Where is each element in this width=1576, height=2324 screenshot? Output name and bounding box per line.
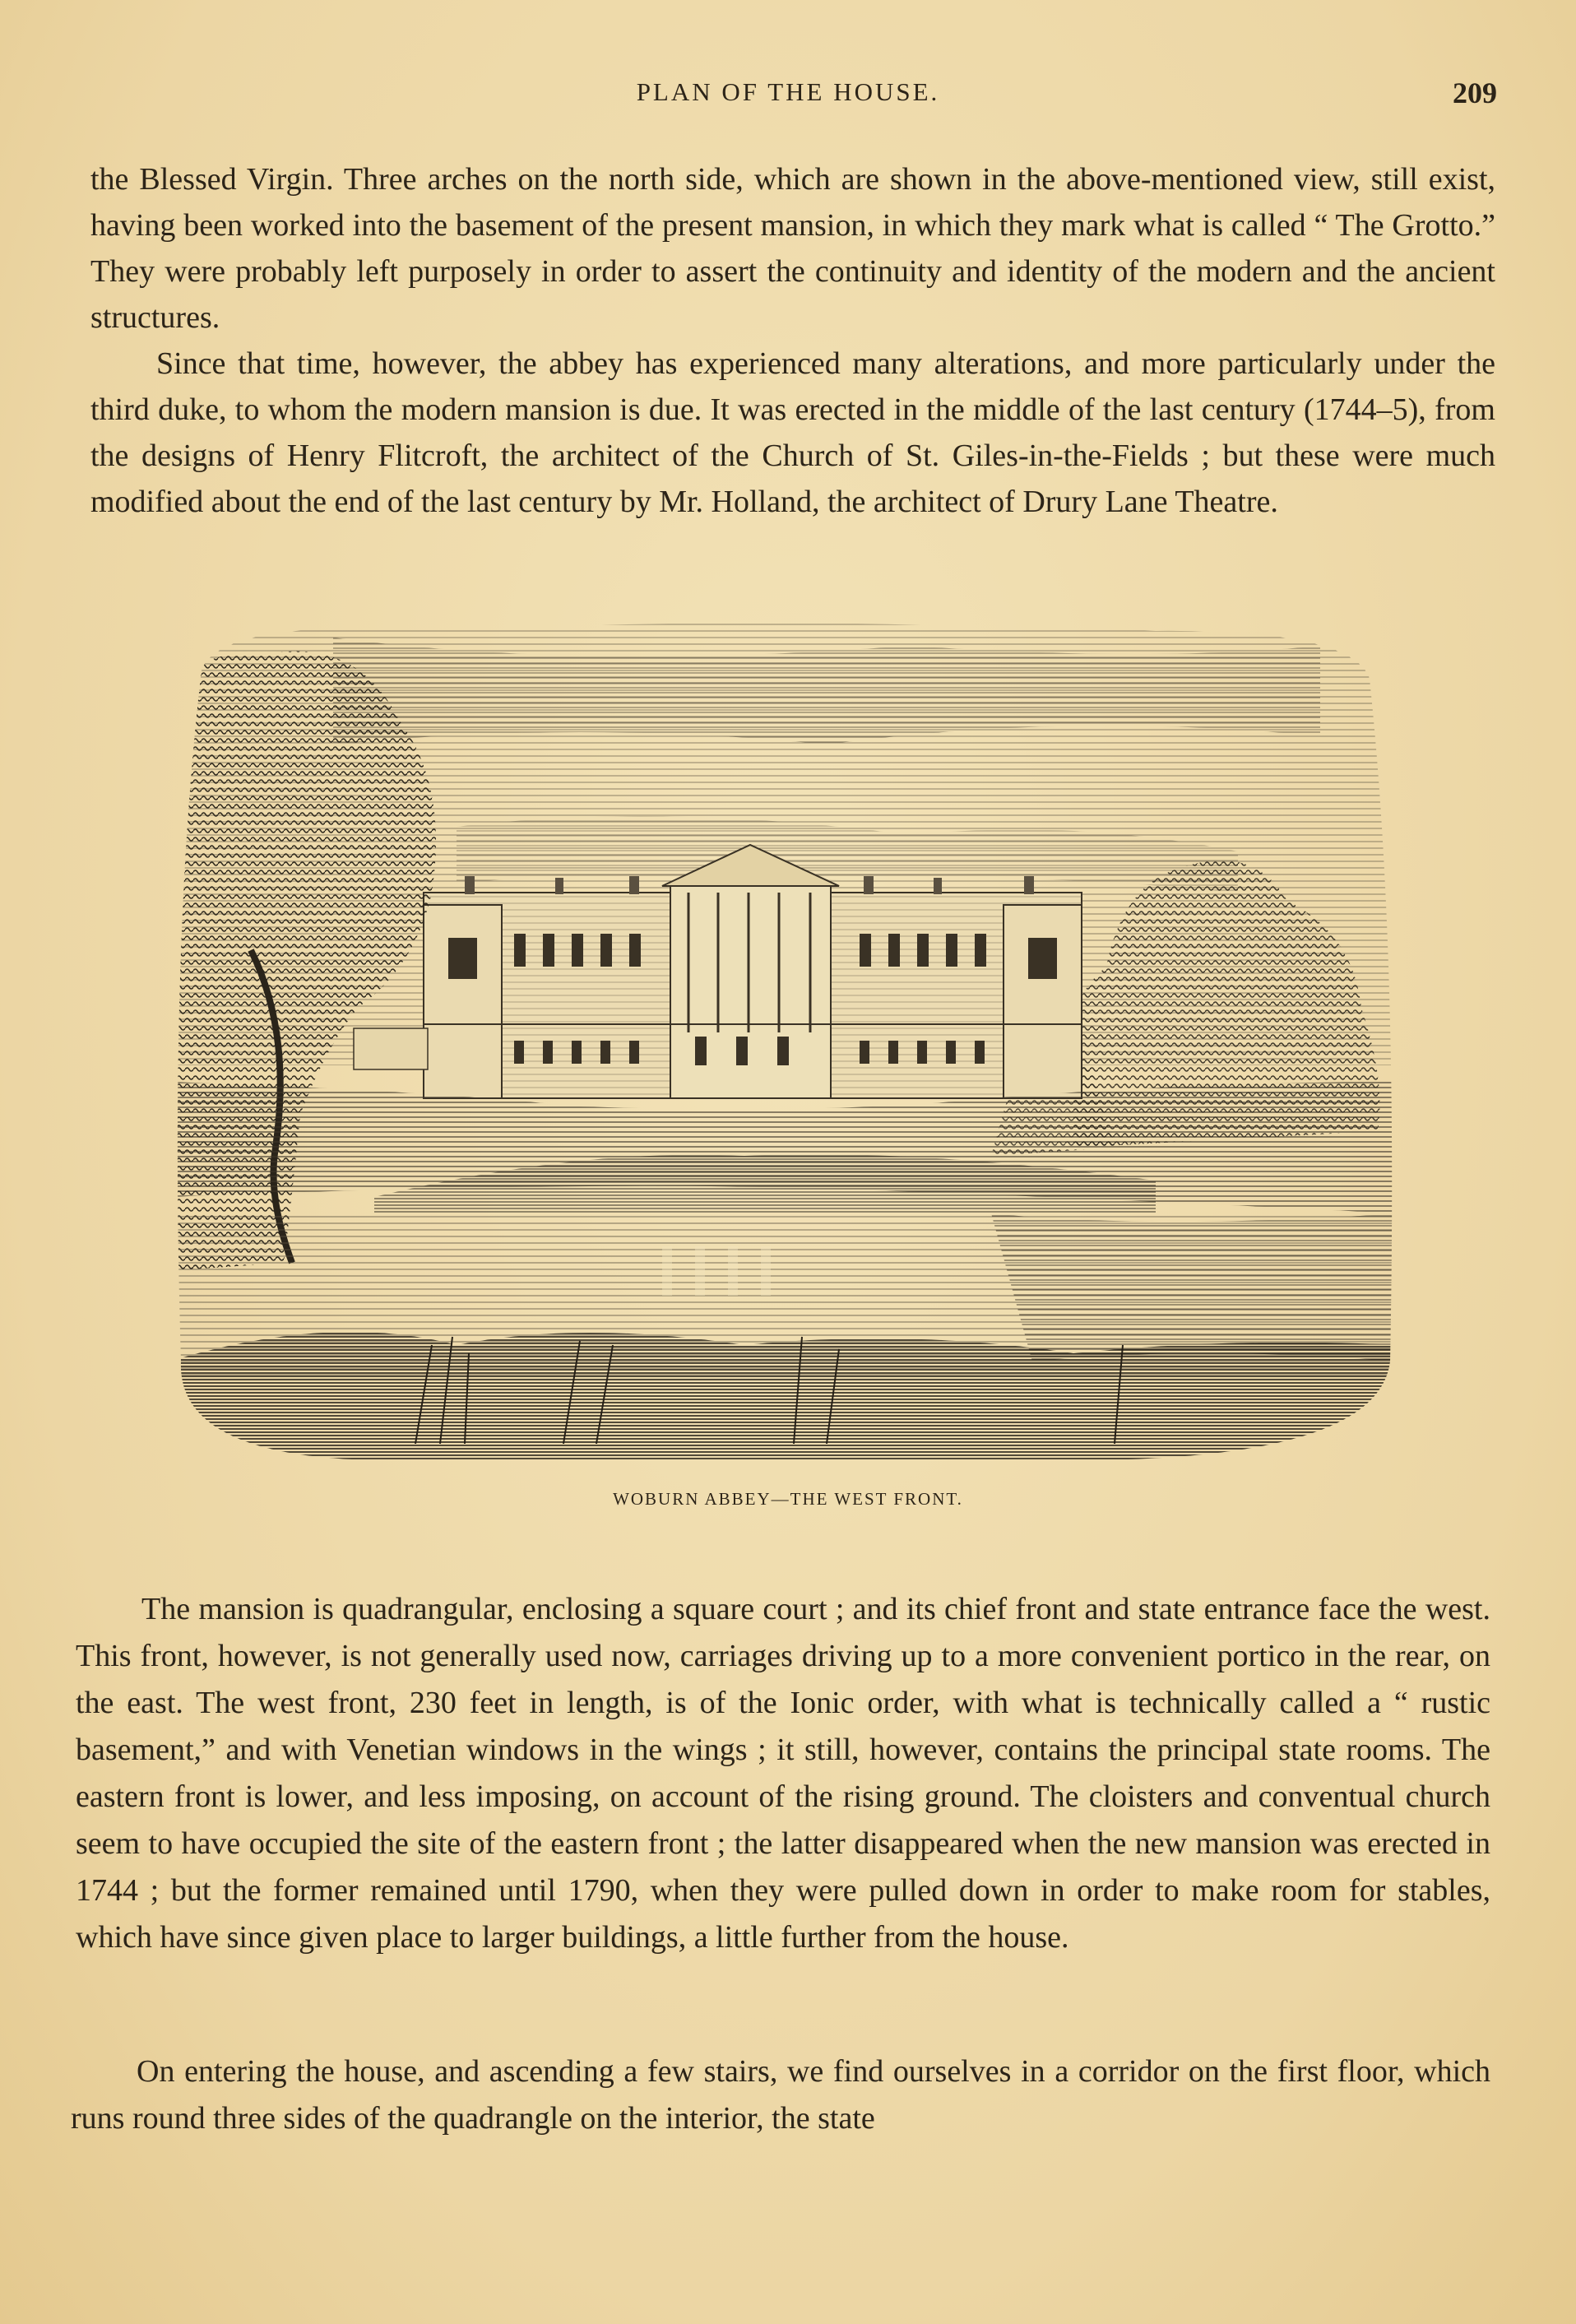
paragraph-1: the Blessed Virgin. Three arches on the north side, which are shown in the above-mentioned view, still exist, having been worked into the basement of the present mansion, in which they mark what is called “ The Grotto.” They were probably left purposely in order to assert the continuity and identity of the modern and the ancient structures.	[90, 162, 1495, 335]
paragraph-2: Since that time, however, the abbey has experienced many alterations, and more particularly under the third duke, to whom the modern mansion is due. It was erected in the middle of the last century (1744–5), from the designs of Henry Flitcroft, the architect of the Church of St. Giles-in-the-Fields ; but these were much modified about the end of the last century by Mr. Holland, the architect of Drury Lane Theatre.	[90, 346, 1495, 519]
foreground-reeds	[169, 1332, 1398, 1468]
engraving-woburn-abbey	[169, 621, 1398, 1468]
engraving-illustration	[169, 621, 1398, 1468]
paragraph-4: On entering the house, and ascending a few stairs, we find ourselves in a corridor on the first floor, which runs round three sides of the quadrangle on the interior, the state	[71, 2054, 1490, 2136]
paragraph-3: The mansion is quadrangular, enclosing a square court ; and its chief front and state entrance face the west. This front, however, is not generally used now, carriages driving up to a more convenient portico in the rear, on the east. The west front, 230 feet in length, is of the Ionic order, with what is technically called a “ rustic basement,” and with Venetian windows in the wings ; it still, however, contains the principal state rooms. The eastern front is lower, and less imposing, on account of the rising ground. The cloisters and conventual church seem to have occupied the site of the eastern front ; the latter disappeared when the new mansion was erected in 1744 ; but the former remained until 1790, when they were pulled down in order to make room for stables, which have since given place to larger buildings, a little further from the house.	[76, 1592, 1490, 1955]
figure-caption: WOBURN ABBEY—THE WEST FRONT.	[613, 1489, 963, 1509]
page-number: 209	[1453, 77, 1497, 109]
running-head	[0, 77, 1576, 110]
running-title: PLAN OF THE HOUSE.	[636, 77, 940, 106]
